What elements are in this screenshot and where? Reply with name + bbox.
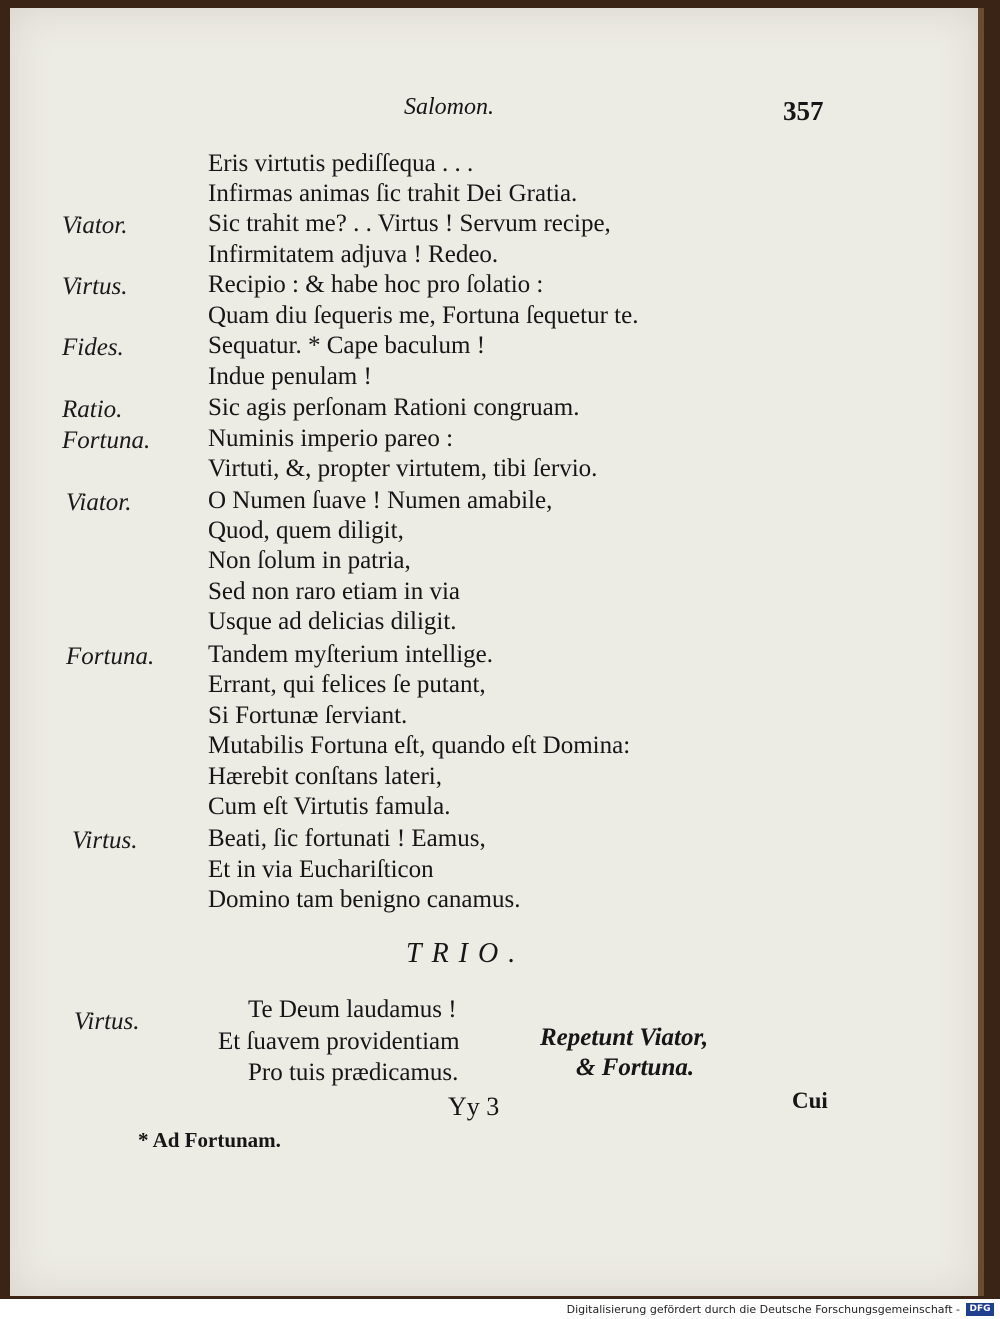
verse-line: Recipio : & habe hoc pro ſolatio : bbox=[208, 271, 544, 298]
trio-heading: TRIO. bbox=[406, 938, 526, 969]
catchword: Cui bbox=[792, 1088, 828, 1113]
verse-line: Sequatur. * Cape baculum ! bbox=[208, 332, 486, 359]
trio-line: Pro tuis prædicamus. bbox=[248, 1059, 459, 1086]
trio-line: Et ſuavem providentiam bbox=[218, 1028, 460, 1055]
speaker-label: Virtus. bbox=[72, 827, 138, 854]
verse-line: Eris virtutis pediſſequa . . . bbox=[208, 150, 474, 177]
verse-line: Errant, qui felices ſe putant, bbox=[208, 671, 486, 698]
running-head-title: Salomon. bbox=[404, 94, 494, 120]
verse-line: Infirmas animas ſic trahit Dei Gratia. bbox=[208, 180, 578, 207]
verse-line: Quod, quem diligit, bbox=[208, 517, 404, 544]
stage-direction: & Fortuna. bbox=[576, 1054, 695, 1081]
verse-line: Non ſolum in patria, bbox=[208, 547, 411, 574]
speaker-label: Viator. bbox=[66, 489, 132, 516]
trio-speaker: Virtus. bbox=[74, 1008, 140, 1035]
trio-line: Te Deum laudamus ! bbox=[248, 996, 457, 1023]
verse-line: Indue penulam ! bbox=[208, 363, 372, 390]
signature-mark: Yy 3 bbox=[448, 1092, 500, 1121]
verse-line: Numinis imperio pareo : bbox=[208, 425, 454, 452]
digitization-notice: Digitalisierung gefördert durch die Deutsche Forschungsgemeinschaft - bbox=[566, 1303, 960, 1316]
verse-line: Sed non raro etiam in via bbox=[208, 578, 461, 605]
speaker-label: Viator. bbox=[62, 212, 128, 239]
verse-line: Beati, ſic fortunati ! Eamus, bbox=[208, 825, 486, 852]
speaker-label: Ratio. bbox=[62, 396, 123, 423]
verse-line: O Numen ſuave ! Numen amabile, bbox=[208, 487, 553, 514]
verse-line: Sic agis perſonam Rationi congruam. bbox=[208, 394, 580, 421]
footnote: * Ad Fortunam. bbox=[138, 1128, 281, 1152]
verse-line: Virtuti, &, propter virtutem, tibi ſervio. bbox=[208, 455, 598, 482]
verse-line: Cum eſt Virtutis famula. bbox=[208, 793, 451, 820]
verse-line: Infirmitatem adjuva ! Redeo. bbox=[208, 241, 499, 268]
verse-line: Domino tam benigno canamus. bbox=[208, 886, 521, 913]
verse-line: Hærebit conſtans lateri, bbox=[208, 763, 442, 790]
digitization-bar bbox=[0, 1300, 1000, 1319]
page-number: 357 bbox=[783, 96, 824, 126]
speaker-label: Fortuna. bbox=[66, 643, 155, 670]
verse-line: Mutabilis Fortuna eſt, quando eſt Domina: bbox=[208, 732, 631, 759]
verse-line: Tandem myſterium intellige. bbox=[208, 641, 493, 668]
speaker-label: Virtus. bbox=[62, 273, 128, 300]
dfg-logo: DFG bbox=[966, 1303, 994, 1316]
page-edge bbox=[978, 8, 984, 1296]
verse-line: Usque ad delicias diligit. bbox=[208, 608, 457, 635]
book-page bbox=[10, 8, 980, 1296]
verse-line: Sic trahit me? . . Virtus ! Servum recipe, bbox=[208, 210, 611, 237]
verse-line: Quam diu ſequeris me, Fortuna ſequetur te. bbox=[208, 302, 639, 329]
speaker-label: Fortuna. bbox=[62, 427, 151, 454]
stage-direction: Repetunt Viator, bbox=[540, 1024, 709, 1051]
verse-line: Et in via Euchariſticon bbox=[208, 856, 434, 883]
speaker-label: Fides. bbox=[62, 334, 124, 361]
verse-line: Si Fortunæ ſerviant. bbox=[208, 702, 408, 729]
